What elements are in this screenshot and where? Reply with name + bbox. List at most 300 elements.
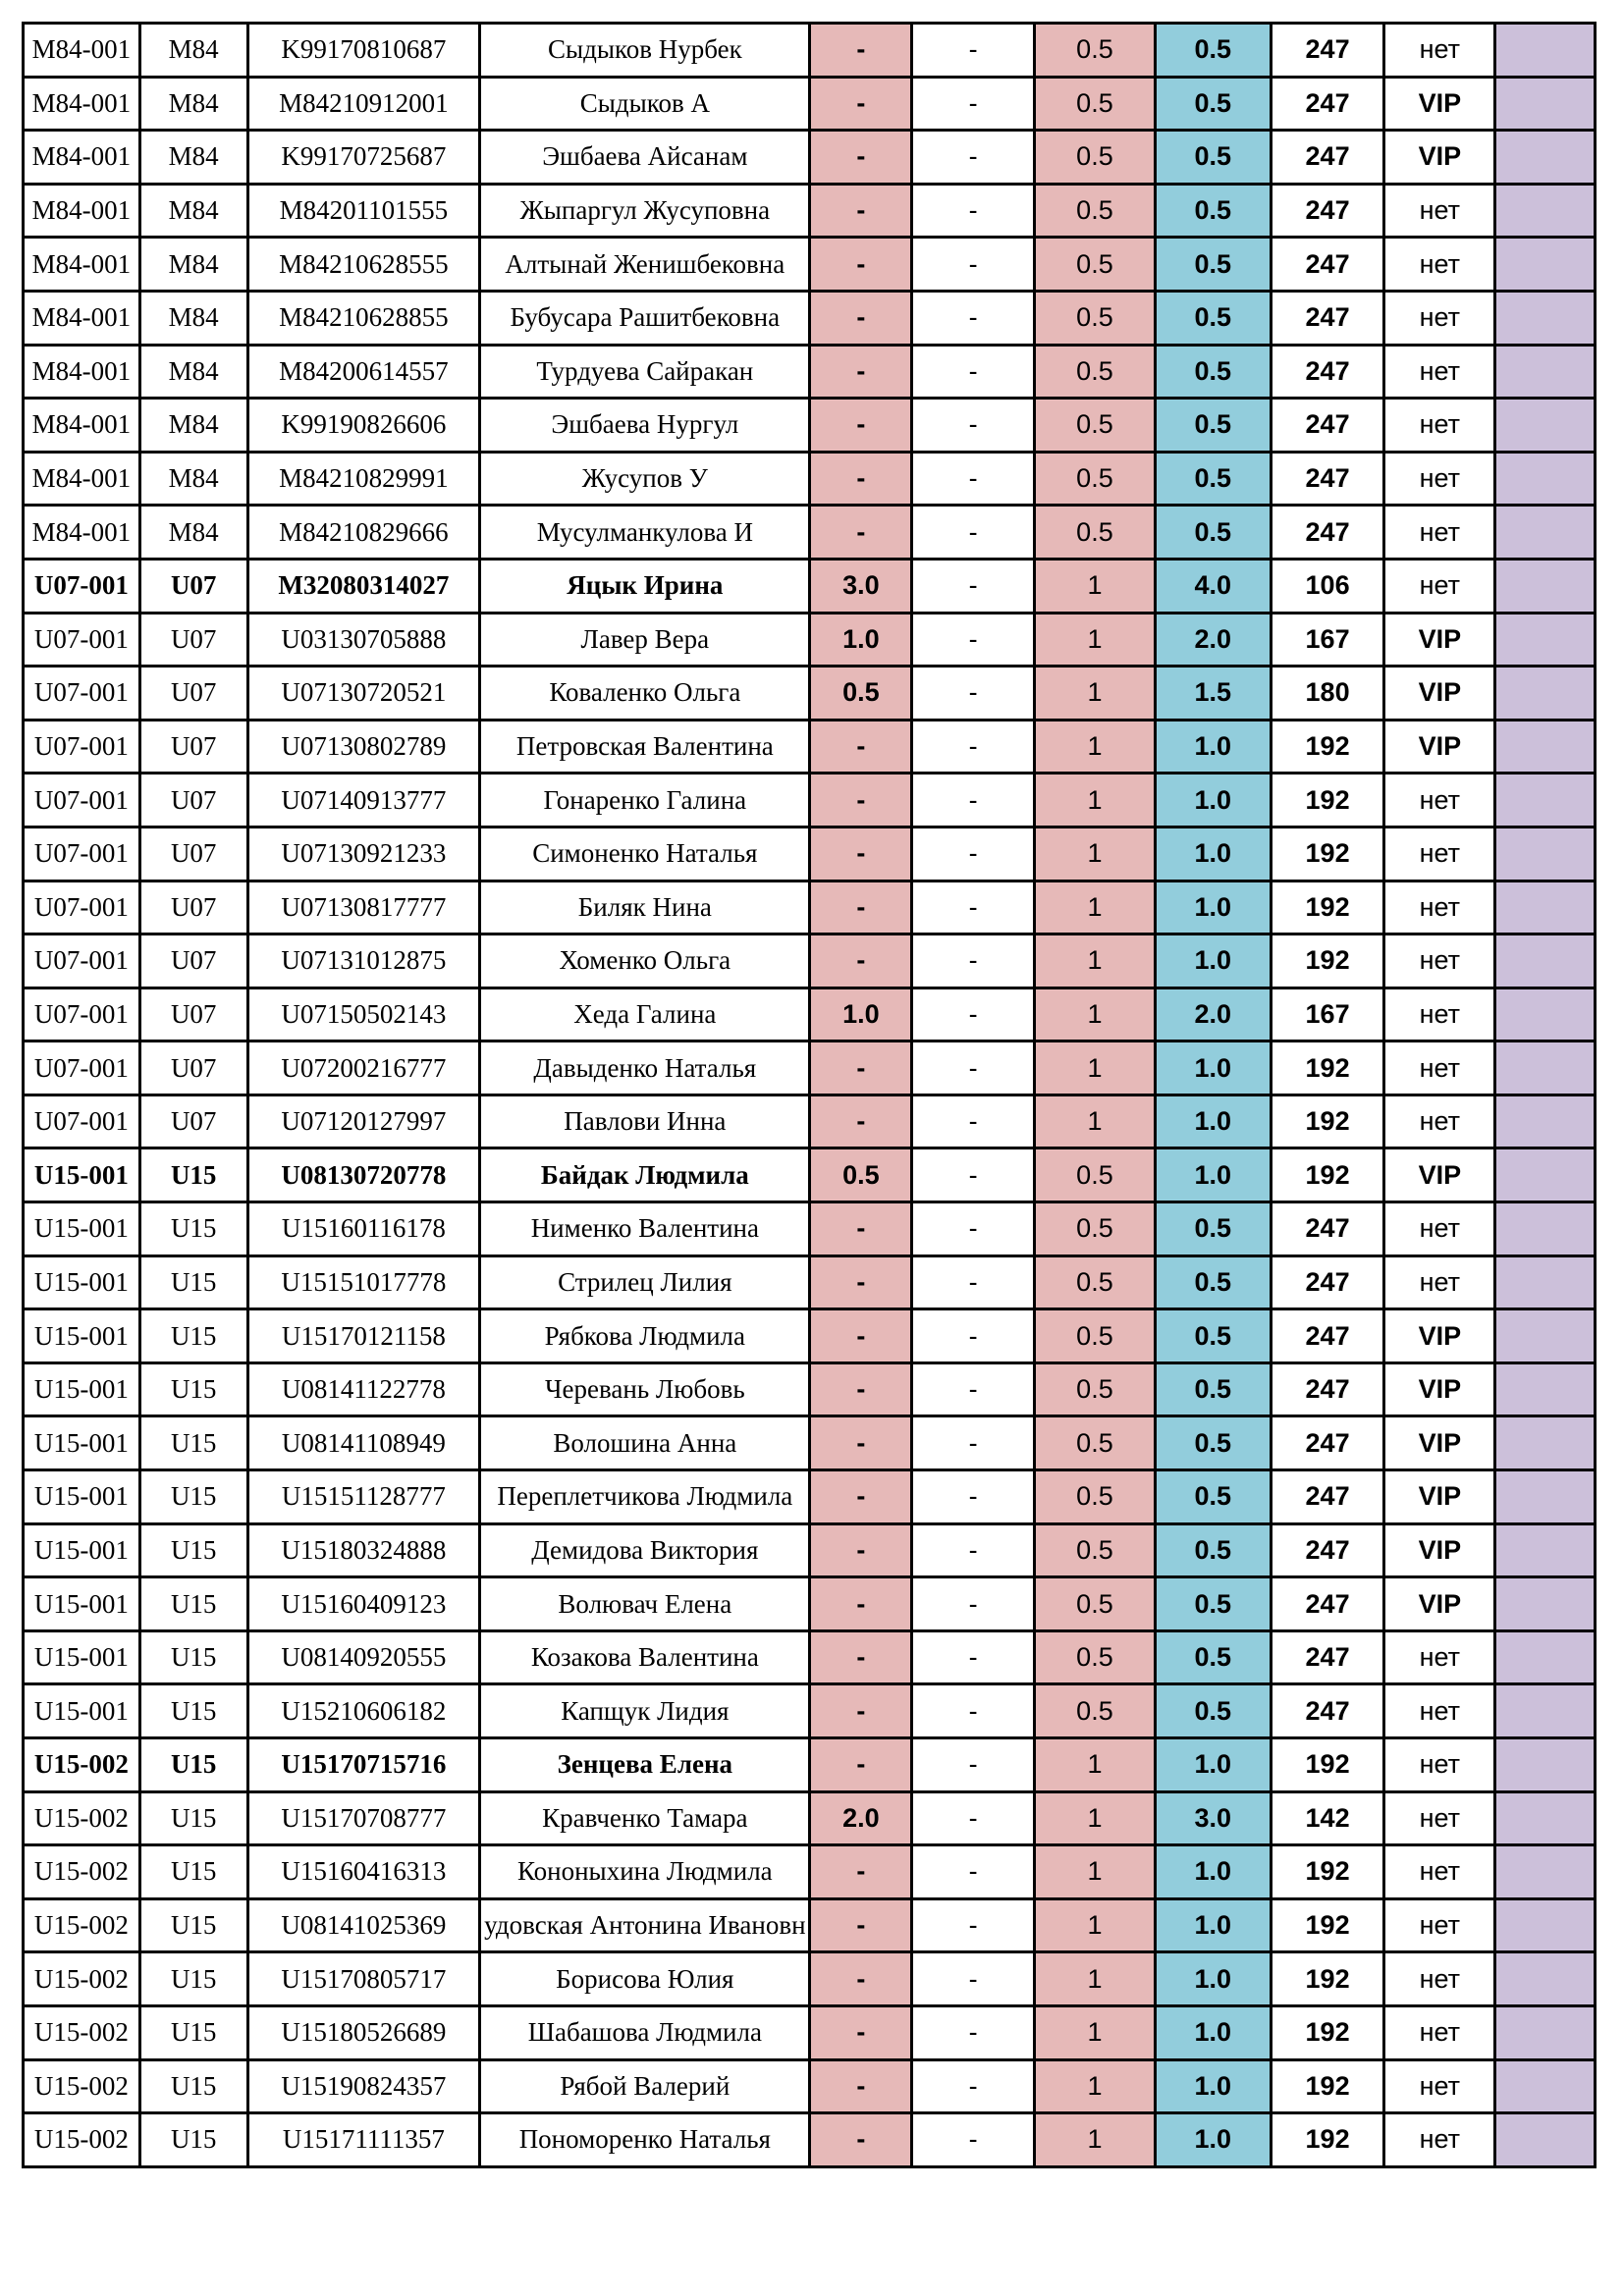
base-value-cell: 1 xyxy=(1035,2113,1156,2167)
empty-lavender-cell xyxy=(1495,1202,1596,1256)
table-row xyxy=(24,1845,1596,1899)
member-code-cell: U07-001 xyxy=(24,1095,140,1148)
member-id-cell: U07130802789 xyxy=(247,720,480,774)
base-value-cell: 0.5 xyxy=(1035,1523,1156,1577)
dash-cell: - xyxy=(912,1577,1035,1631)
rank-value-cell: 192 xyxy=(1271,774,1384,828)
dash-cell: - xyxy=(912,24,1035,78)
table-row xyxy=(24,1952,1596,2006)
rank-value-cell: 192 xyxy=(1271,2113,1384,2167)
base-value-cell: 1 xyxy=(1035,881,1156,934)
member-id-cell: M84210912001 xyxy=(247,77,480,131)
group-cell: U15 xyxy=(139,1898,247,1952)
group-cell: U15 xyxy=(139,1255,247,1309)
empty-lavender-cell xyxy=(1495,2113,1596,2167)
member-name-cell: Шабашова Людмила xyxy=(480,2005,810,2059)
table-row xyxy=(24,827,1596,881)
group-cell: U15 xyxy=(139,2113,247,2167)
base-value-cell: 0.5 xyxy=(1035,1630,1156,1684)
group-cell: U07 xyxy=(139,1095,247,1148)
member-id-cell: M84210628855 xyxy=(247,291,480,345)
table-body xyxy=(24,24,1596,2167)
group-cell: U07 xyxy=(139,1041,247,1095)
bonus-value-cell: - xyxy=(810,1362,912,1416)
table-row xyxy=(24,1470,1596,1524)
rank-value-cell: 247 xyxy=(1271,1577,1384,1631)
table-row xyxy=(24,24,1596,78)
total-value-cell: 1.0 xyxy=(1155,1148,1271,1202)
rank-value-cell: 247 xyxy=(1271,77,1384,131)
member-id-cell: U15170805717 xyxy=(247,1952,480,2006)
table-row xyxy=(24,452,1596,506)
base-value-cell: 0.5 xyxy=(1035,399,1156,453)
total-value-cell: 0.5 xyxy=(1155,131,1271,185)
total-value-cell: 1.0 xyxy=(1155,1952,1271,2006)
member-code-cell: M84-001 xyxy=(24,345,140,399)
vip-status-cell: нет xyxy=(1384,934,1495,988)
vip-status-cell: VIP xyxy=(1384,1577,1495,1631)
member-code-cell: U07-001 xyxy=(24,934,140,988)
group-cell: U15 xyxy=(139,2059,247,2113)
vip-status-cell: нет xyxy=(1384,827,1495,881)
base-value-cell: 1 xyxy=(1035,1791,1156,1845)
table-row xyxy=(24,1202,1596,1256)
member-id-cell: U07120127997 xyxy=(247,1095,480,1148)
vip-status-cell: нет xyxy=(1384,184,1495,238)
dash-cell: - xyxy=(912,1095,1035,1148)
empty-lavender-cell xyxy=(1495,2005,1596,2059)
base-value-cell: 0.5 xyxy=(1035,1577,1156,1631)
dash-cell: - xyxy=(912,77,1035,131)
member-id-cell: U15170708777 xyxy=(247,1791,480,1845)
member-name-cell: Нименко Валентина xyxy=(480,1202,810,1256)
table-row xyxy=(24,506,1596,560)
total-value-cell: 1.0 xyxy=(1155,774,1271,828)
bonus-value-cell: - xyxy=(810,1845,912,1899)
total-value-cell: 0.5 xyxy=(1155,452,1271,506)
member-code-cell: M84-001 xyxy=(24,24,140,78)
total-value-cell: 0.5 xyxy=(1155,1684,1271,1738)
group-cell: M84 xyxy=(139,24,247,78)
member-code-cell: U15-002 xyxy=(24,2059,140,2113)
base-value-cell: 0.5 xyxy=(1035,1202,1156,1256)
vip-status-cell: VIP xyxy=(1384,1148,1495,1202)
bonus-value-cell: 3.0 xyxy=(810,559,912,613)
group-cell: U15 xyxy=(139,1309,247,1363)
member-name-cell: Борисова Юлия xyxy=(480,1952,810,2006)
member-code-cell: M84-001 xyxy=(24,291,140,345)
bonus-value-cell: - xyxy=(810,1470,912,1524)
empty-lavender-cell xyxy=(1495,1523,1596,1577)
member-id-cell: U15151017778 xyxy=(247,1255,480,1309)
group-cell: M84 xyxy=(139,506,247,560)
base-value-cell: 1 xyxy=(1035,720,1156,774)
empty-lavender-cell xyxy=(1495,1577,1596,1631)
dash-cell: - xyxy=(912,559,1035,613)
table-row xyxy=(24,184,1596,238)
table-row xyxy=(24,1791,1596,1845)
rank-value-cell: 247 xyxy=(1271,1202,1384,1256)
rank-value-cell: 247 xyxy=(1271,238,1384,292)
empty-lavender-cell xyxy=(1495,506,1596,560)
empty-lavender-cell xyxy=(1495,613,1596,667)
empty-lavender-cell xyxy=(1495,345,1596,399)
total-value-cell: 0.5 xyxy=(1155,184,1271,238)
dash-cell: - xyxy=(912,452,1035,506)
total-value-cell: 2.0 xyxy=(1155,613,1271,667)
group-cell: U07 xyxy=(139,934,247,988)
base-value-cell: 1 xyxy=(1035,1898,1156,1952)
table-row xyxy=(24,77,1596,131)
table-row xyxy=(24,667,1596,721)
vip-status-cell: нет xyxy=(1384,399,1495,453)
table-row xyxy=(24,988,1596,1041)
bonus-value-cell: - xyxy=(810,1684,912,1738)
total-value-cell: 1.0 xyxy=(1155,1041,1271,1095)
bonus-value-cell: - xyxy=(810,506,912,560)
member-id-cell: U08141122778 xyxy=(247,1362,480,1416)
empty-lavender-cell xyxy=(1495,934,1596,988)
member-id-cell: M84210628555 xyxy=(247,238,480,292)
empty-lavender-cell xyxy=(1495,667,1596,721)
member-name-cell: Давыденко Наталья xyxy=(480,1041,810,1095)
total-value-cell: 0.5 xyxy=(1155,506,1271,560)
rank-value-cell: 247 xyxy=(1271,1684,1384,1738)
member-name-cell: Рябой Валерий xyxy=(480,2059,810,2113)
member-name-cell: Рябкова Людмила xyxy=(480,1309,810,1363)
total-value-cell: 0.5 xyxy=(1155,238,1271,292)
vip-status-cell: VIP xyxy=(1384,1362,1495,1416)
total-value-cell: 0.5 xyxy=(1155,24,1271,78)
total-value-cell: 1.0 xyxy=(1155,881,1271,934)
table-row xyxy=(24,934,1596,988)
rank-value-cell: 192 xyxy=(1271,1952,1384,2006)
base-value-cell: 1 xyxy=(1035,934,1156,988)
bonus-value-cell: - xyxy=(810,1577,912,1631)
vip-status-cell: нет xyxy=(1384,774,1495,828)
member-id-cell: M32080314027 xyxy=(247,559,480,613)
member-id-cell: U15170715716 xyxy=(247,1738,480,1792)
table-row xyxy=(24,1630,1596,1684)
base-value-cell: 0.5 xyxy=(1035,24,1156,78)
dash-cell: - xyxy=(912,131,1035,185)
empty-lavender-cell xyxy=(1495,1095,1596,1148)
rank-value-cell: 192 xyxy=(1271,1898,1384,1952)
bonus-value-cell: - xyxy=(810,1523,912,1577)
member-id-cell: U07131012875 xyxy=(247,934,480,988)
dash-cell: - xyxy=(912,667,1035,721)
table-row xyxy=(24,345,1596,399)
member-name-cell: Жусупов У xyxy=(480,452,810,506)
member-id-cell: U08130720778 xyxy=(247,1148,480,1202)
group-cell: U15 xyxy=(139,1845,247,1899)
group-cell: U07 xyxy=(139,774,247,828)
member-name-cell: Сыдыков Нурбек xyxy=(480,24,810,78)
dash-cell: - xyxy=(912,1041,1035,1095)
bonus-value-cell: - xyxy=(810,131,912,185)
base-value-cell: 1 xyxy=(1035,1095,1156,1148)
base-value-cell: 0.5 xyxy=(1035,1362,1156,1416)
vip-status-cell: нет xyxy=(1384,559,1495,613)
member-name-cell: Эшбаева Нургул xyxy=(480,399,810,453)
empty-lavender-cell xyxy=(1495,291,1596,345)
base-value-cell: 0.5 xyxy=(1035,1684,1156,1738)
total-value-cell: 2.0 xyxy=(1155,988,1271,1041)
member-code-cell: M84-001 xyxy=(24,131,140,185)
group-cell: U15 xyxy=(139,1738,247,1792)
dash-cell: - xyxy=(912,1309,1035,1363)
table-row xyxy=(24,291,1596,345)
bonus-value-cell: - xyxy=(810,1202,912,1256)
dash-cell: - xyxy=(912,1898,1035,1952)
dash-cell: - xyxy=(912,934,1035,988)
bonus-value-cell: - xyxy=(810,291,912,345)
base-value-cell: 1 xyxy=(1035,613,1156,667)
member-code-cell: M84-001 xyxy=(24,77,140,131)
group-cell: U07 xyxy=(139,881,247,934)
group-cell: U15 xyxy=(139,1416,247,1470)
table-row xyxy=(24,774,1596,828)
base-value-cell: 0.5 xyxy=(1035,291,1156,345)
rank-value-cell: 192 xyxy=(1271,881,1384,934)
bonus-value-cell: - xyxy=(810,2059,912,2113)
bonus-value-cell: - xyxy=(810,1255,912,1309)
rank-value-cell: 247 xyxy=(1271,131,1384,185)
empty-lavender-cell xyxy=(1495,827,1596,881)
table-row xyxy=(24,559,1596,613)
table-row xyxy=(24,2113,1596,2167)
vip-status-cell: VIP xyxy=(1384,77,1495,131)
member-name-cell: Эшбаева Айсанам xyxy=(480,131,810,185)
base-value-cell: 1 xyxy=(1035,827,1156,881)
rank-value-cell: 192 xyxy=(1271,2005,1384,2059)
vip-status-cell: нет xyxy=(1384,1202,1495,1256)
dash-cell: - xyxy=(912,1684,1035,1738)
rank-value-cell: 192 xyxy=(1271,720,1384,774)
vip-status-cell: нет xyxy=(1384,1684,1495,1738)
dash-cell: - xyxy=(912,1470,1035,1524)
base-value-cell: 0.5 xyxy=(1035,506,1156,560)
dash-cell: - xyxy=(912,1202,1035,1256)
rank-value-cell: 247 xyxy=(1271,1523,1384,1577)
total-value-cell: 1.0 xyxy=(1155,2059,1271,2113)
member-name-cell: Пономоренко Наталья xyxy=(480,2113,810,2167)
member-code-cell: U15-001 xyxy=(24,1630,140,1684)
vip-status-cell: нет xyxy=(1384,1041,1495,1095)
rank-value-cell: 192 xyxy=(1271,827,1384,881)
empty-lavender-cell xyxy=(1495,1041,1596,1095)
bonus-value-cell: - xyxy=(810,1416,912,1470)
rank-value-cell: 247 xyxy=(1271,1362,1384,1416)
dash-cell: - xyxy=(912,827,1035,881)
dash-cell: - xyxy=(912,1416,1035,1470)
empty-lavender-cell xyxy=(1495,1738,1596,1792)
bonus-value-cell: - xyxy=(810,184,912,238)
rank-value-cell: 247 xyxy=(1271,399,1384,453)
member-code-cell: U15-001 xyxy=(24,1470,140,1524)
total-value-cell: 0.5 xyxy=(1155,399,1271,453)
member-code-cell: U15-002 xyxy=(24,1952,140,2006)
vip-status-cell: нет xyxy=(1384,1952,1495,2006)
vip-status-cell: нет xyxy=(1384,452,1495,506)
empty-lavender-cell xyxy=(1495,559,1596,613)
dash-cell: - xyxy=(912,291,1035,345)
vip-status-cell: VIP xyxy=(1384,1523,1495,1577)
member-name-cell: Хеда Галина xyxy=(480,988,810,1041)
vip-status-cell: VIP xyxy=(1384,1416,1495,1470)
member-name-cell: Сыдыков А xyxy=(480,77,810,131)
rank-value-cell: 142 xyxy=(1271,1791,1384,1845)
member-id-cell: K99170810687 xyxy=(247,24,480,78)
member-code-cell: U07-001 xyxy=(24,613,140,667)
dash-cell: - xyxy=(912,1362,1035,1416)
total-value-cell: 1.0 xyxy=(1155,1738,1271,1792)
table-row xyxy=(24,1684,1596,1738)
member-name-cell: Черевань Любовь xyxy=(480,1362,810,1416)
group-cell: U07 xyxy=(139,667,247,721)
member-name-cell: Волошина Анна xyxy=(480,1416,810,1470)
member-id-cell: U15160416313 xyxy=(247,1845,480,1899)
member-code-cell: M84-001 xyxy=(24,238,140,292)
base-value-cell: 1 xyxy=(1035,2005,1156,2059)
table-row xyxy=(24,399,1596,453)
table-row xyxy=(24,131,1596,185)
empty-lavender-cell xyxy=(1495,1952,1596,2006)
table-row xyxy=(24,238,1596,292)
total-value-cell: 1.0 xyxy=(1155,720,1271,774)
member-id-cell: U15210606182 xyxy=(247,1684,480,1738)
group-cell: M84 xyxy=(139,131,247,185)
table-row xyxy=(24,720,1596,774)
rank-value-cell: 247 xyxy=(1271,184,1384,238)
bonus-value-cell: - xyxy=(810,1738,912,1792)
member-id-cell: M84201101555 xyxy=(247,184,480,238)
group-cell: U15 xyxy=(139,1470,247,1524)
table-row xyxy=(24,1148,1596,1202)
table-row xyxy=(24,613,1596,667)
total-value-cell: 0.5 xyxy=(1155,1255,1271,1309)
member-name-cell: Биляк Нина xyxy=(480,881,810,934)
empty-lavender-cell xyxy=(1495,988,1596,1041)
rank-value-cell: 247 xyxy=(1271,1309,1384,1363)
dash-cell: - xyxy=(912,774,1035,828)
rank-value-cell: 192 xyxy=(1271,1738,1384,1792)
empty-lavender-cell xyxy=(1495,1684,1596,1738)
empty-lavender-cell xyxy=(1495,1470,1596,1524)
member-id-cell: M84200614557 xyxy=(247,345,480,399)
dash-cell: - xyxy=(912,1148,1035,1202)
member-code-cell: M84-001 xyxy=(24,399,140,453)
member-name-cell: Хоменко Ольга xyxy=(480,934,810,988)
bonus-value-cell: - xyxy=(810,1630,912,1684)
empty-lavender-cell xyxy=(1495,452,1596,506)
dash-cell: - xyxy=(912,1630,1035,1684)
vip-status-cell: VIP xyxy=(1384,131,1495,185)
bonus-value-cell: - xyxy=(810,1898,912,1952)
vip-status-cell: нет xyxy=(1384,2005,1495,2059)
group-cell: U15 xyxy=(139,1148,247,1202)
member-code-cell: U15-001 xyxy=(24,1362,140,1416)
bonus-value-cell: - xyxy=(810,1309,912,1363)
empty-lavender-cell xyxy=(1495,1148,1596,1202)
table-row xyxy=(24,1095,1596,1148)
dash-cell: - xyxy=(912,184,1035,238)
member-name-cell: Зенцева Елена xyxy=(480,1738,810,1792)
member-code-cell: U15-001 xyxy=(24,1202,140,1256)
total-value-cell: 1.5 xyxy=(1155,667,1271,721)
bonus-value-cell: - xyxy=(810,720,912,774)
rank-value-cell: 167 xyxy=(1271,613,1384,667)
member-id-cell: U15170121158 xyxy=(247,1309,480,1363)
vip-status-cell: VIP xyxy=(1384,720,1495,774)
table-row xyxy=(24,1362,1596,1416)
dash-cell: - xyxy=(912,2005,1035,2059)
rank-value-cell: 192 xyxy=(1271,934,1384,988)
member-id-cell: U07130921233 xyxy=(247,827,480,881)
base-value-cell: 1 xyxy=(1035,774,1156,828)
member-name-cell: Стрилец Лилия xyxy=(480,1255,810,1309)
table-row xyxy=(24,2005,1596,2059)
base-value-cell: 1 xyxy=(1035,667,1156,721)
member-code-cell: U15-002 xyxy=(24,1898,140,1952)
rank-value-cell: 247 xyxy=(1271,345,1384,399)
table-row xyxy=(24,2059,1596,2113)
group-cell: U07 xyxy=(139,720,247,774)
member-id-cell: K99170725687 xyxy=(247,131,480,185)
rank-value-cell: 247 xyxy=(1271,506,1384,560)
empty-lavender-cell xyxy=(1495,720,1596,774)
group-cell: U15 xyxy=(139,1952,247,2006)
member-id-cell: U07150502143 xyxy=(247,988,480,1041)
total-value-cell: 1.0 xyxy=(1155,1898,1271,1952)
member-name-cell: Кравченко Тамара xyxy=(480,1791,810,1845)
vip-status-cell: нет xyxy=(1384,238,1495,292)
vip-status-cell: VIP xyxy=(1384,613,1495,667)
member-code-cell: U15-001 xyxy=(24,1684,140,1738)
rank-value-cell: 247 xyxy=(1271,1470,1384,1524)
vip-status-cell: нет xyxy=(1384,1898,1495,1952)
member-name-cell: удовская Антонина Ивановн xyxy=(480,1898,810,1952)
member-id-cell: U07130817777 xyxy=(247,881,480,934)
total-value-cell: 0.5 xyxy=(1155,1416,1271,1470)
empty-lavender-cell xyxy=(1495,131,1596,185)
total-value-cell: 0.5 xyxy=(1155,1309,1271,1363)
vip-status-cell: нет xyxy=(1384,345,1495,399)
table-row xyxy=(24,1738,1596,1792)
member-name-cell: Коваленко Ольга xyxy=(480,667,810,721)
base-value-cell: 1 xyxy=(1035,2059,1156,2113)
rank-value-cell: 247 xyxy=(1271,24,1384,78)
member-id-cell: U08140920555 xyxy=(247,1630,480,1684)
member-code-cell: U15-001 xyxy=(24,1523,140,1577)
member-id-cell: U07140913777 xyxy=(247,774,480,828)
member-code-cell: U07-001 xyxy=(24,881,140,934)
rank-value-cell: 192 xyxy=(1271,1845,1384,1899)
vip-status-cell: нет xyxy=(1384,988,1495,1041)
base-value-cell: 0.5 xyxy=(1035,1416,1156,1470)
member-code-cell: M84-001 xyxy=(24,506,140,560)
member-id-cell: K99190826606 xyxy=(247,399,480,453)
bonus-value-cell: 2.0 xyxy=(810,1791,912,1845)
member-name-cell: Яцык Ирина xyxy=(480,559,810,613)
member-code-cell: U07-001 xyxy=(24,827,140,881)
member-name-cell: Волювач Елена xyxy=(480,1577,810,1631)
table-row xyxy=(24,1416,1596,1470)
member-code-cell: U15-002 xyxy=(24,1845,140,1899)
group-cell: U15 xyxy=(139,1577,247,1631)
data-table xyxy=(22,22,1597,2168)
member-id-cell: U08141025369 xyxy=(247,1898,480,1952)
